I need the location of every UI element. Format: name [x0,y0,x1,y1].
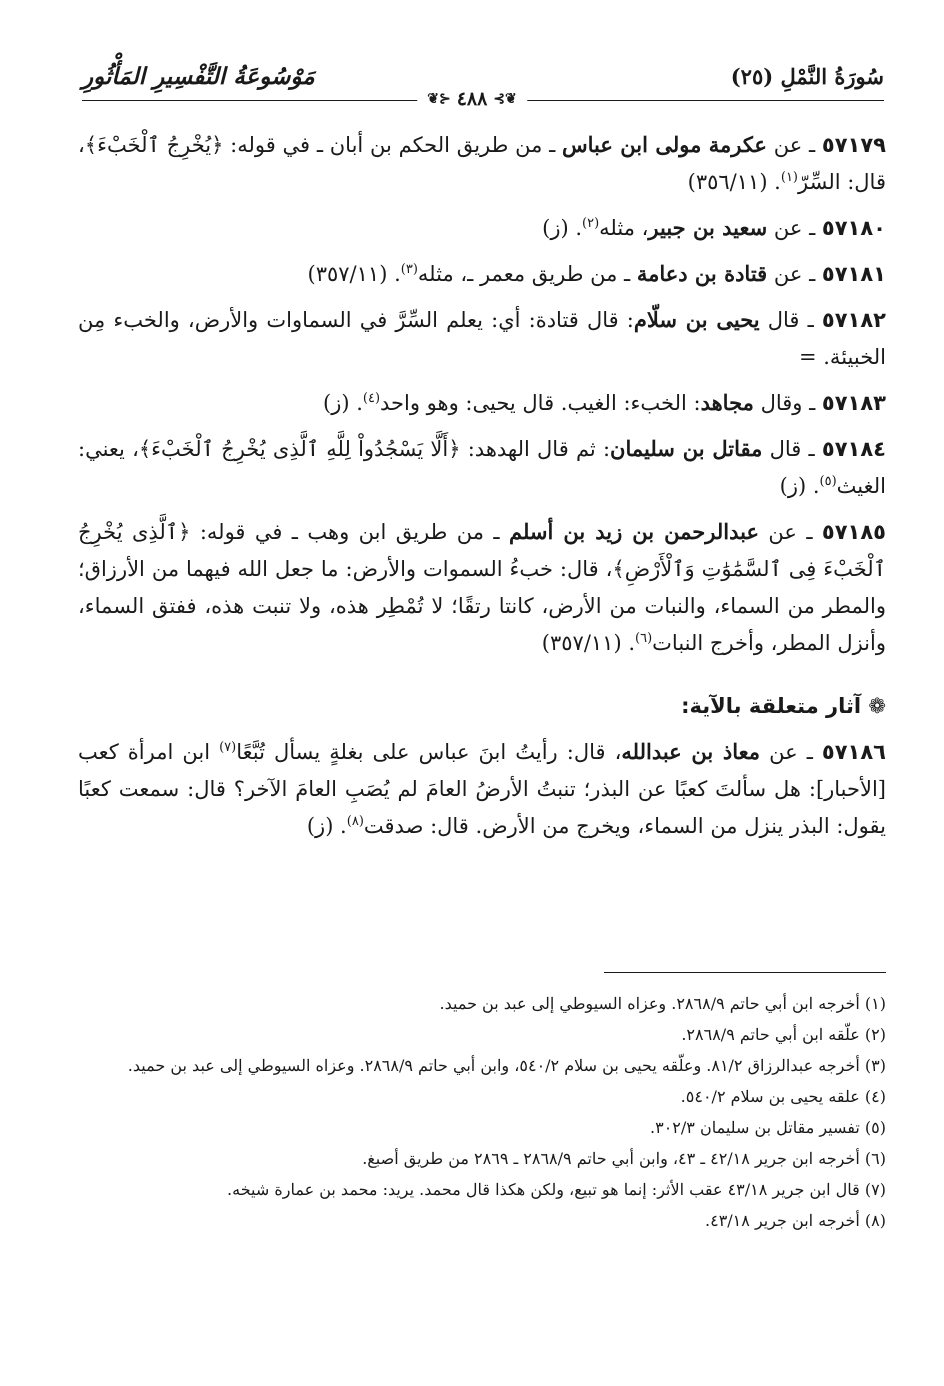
book-title: مَوْسُوعَةُ التَّفْسِيرِ المَأْثُورِ [82,62,315,90]
footnote: (٤) علقه يحيى بن سلام ٥٤٠/٢. [680,1087,886,1106]
footnote-separator [604,972,886,973]
footnote: (٣) أخرجه عبدالرزاق ٨١/٢. وعلّقه يحيى بن سلام ٥٤٠/٢، وابن أبي حاتم ٢٨٦٨/٩. وعزاه السيوطي إلى عبد بن حميد. [127,1056,886,1075]
footnote-ref: (٦) [635,631,653,646]
entry-number: ٥٧١٨٥ [821,520,886,544]
athar-entry: ٥٧١٨٠ ـ عن سعيد بن جبير، مثله$^{(٢)}$. (ز) [542,215,886,240]
footnote-ref: (٢) [582,216,600,231]
footnote-ref: (٧) [219,740,237,755]
footnote: (٦) أخرجه ابن جرير ٤٢/١٨ ـ ٤٣، وابن أبي حاتم ٢٨٦٨/٩ ـ ٢٨٦٩ من طريق أصبغ. [362,1149,886,1168]
footnote: (١) أخرجه ابن أبي حاتم ٢٨٦٨/٩. وعزاه السيوطي إلى عبد بن حميد. [439,994,886,1013]
footnote: (٥) تفسير مقاتل بن سليمان ٣٠٢/٣. [650,1118,886,1137]
athar-entry: ٥٧١٨٤ ـ قال مقاتل بن سليمان: ثم قال الهدهد: ﴿أَلَّا يَسْجُدُواْ لِلَّهِ ٱلَّذِى يُخْرِجُ ٱلْخَبْءَ﴾، يعني: الغيث$^{(٥)}$. (ز) [78,436,886,498]
athar-entry: ٥٧١٨١ ـ عن قتادة بن دعامة ـ من طريق معمر ـ، مثله$^{(٣)}$. (٣٥٧/١١) [307,261,886,286]
narrator: مقاتل بن سليمان [610,436,763,461]
athar-entry: ٥٧١٨٥ ـ عن عبدالرحمن بن زيد بن أسلم ـ من طريق ابن وهب ـ في قوله: ﴿ٱلَّذِى يُخْرِجُ ٱلْخَبْءَ فِى ٱلسَّمَٰوَٰتِ وَٱلْأَرْضِ﴾، قال: خبءُ السموات والأرض: ما جعل الله فيهما من الأرزاق؛ والمطر من السماء، والنبات من الأرض، كانتا رتقًا؛ لا تُمْطِر هذه، ولا تنبت هذه، ففتق السماء، وأنزل المطر، وأخرج النبات$^{(٦)}$. (٣٥٧/١١) [78,519,886,655]
entry-number: ٥٧١٨٦ [821,740,886,764]
surah-title: سُورَةُ النَّمْلِ (٢٥) [730,63,884,89]
footnote: (٧) قال ابن جرير ٤٣/١٨ عقب الأثر: إنما هو تبيع، ولكن هكذا قال محمد. يريد: محمد بن عمارة شيخه. [227,1180,886,1199]
entry-number: ٥٧١٨٠ [821,216,886,240]
narrator: عكرمة مولى ابن عباس [562,132,767,157]
athar-entry: ٥٧١٨٣ ـ وقال مجاهد: الخبء: الغيب. قال يحيى: وهو واحد$^{(٤)}$. (ز) [323,390,886,415]
footnote: (٨) أخرجه ابن جرير ٤٣/١٨. [705,1211,886,1230]
footnote: (٢) علّقه ابن أبي حاتم ٢٨٦٨/٩. [681,1025,886,1044]
athar-entry: ٥٧١٨٦ ـ عن معاذ بن عبدالله، قال: رأيتُ ابنَ عباس على بغلةٍ يسأل تُبَّعًا$^{(٧)}$ ابن امرأة كعب [الأحبار]: هل سألتَ كعبًا عن البذر؛ تنبتُ الأرضُ العامَ لم يُصَبِ العامَ الآخر؟ قال: سمعت كعبًا يقول: البذر ينزل من السماء، ويخرج من الأرض. قال: صدقت$^{(٨)}$. (ز) [78,739,886,838]
entry-number: ٥٧١٨٤ [821,437,886,461]
footnote-ref: (٥) [819,474,837,489]
narrator: عبدالرحمن بن زيد بن أسلم [508,519,759,544]
ornament-left-icon: ⊰❦ [427,91,451,107]
narrator: سعيد بن جبير [648,215,768,240]
narrator: معاذ بن عبدالله [621,739,761,764]
athar-entry: ٥٧١٨٢ ـ قال يحيى بن سلّام: قال قتادة: أي: يعلم السِّرَّ في السماوات والأرض، والخبء مِن الخبيئة. = [78,307,886,369]
main-text [78,126,886,853]
entry-number: ٥٧١٨١ [821,262,886,286]
narrator: مجاهد [700,390,754,415]
footnote-ref: (٨) [346,814,364,829]
page-number-box [417,88,527,110]
athar-entry: ٥٧١٧٩ ـ عن عكرمة مولى ابن عباس ـ من طريق الحكم بن أبان ـ في قوله: ﴿يُخْرِجُ ٱلْخَبْءَ﴾، قال: السِّرّ$^{(١)}$. (٣٥٦/١١) [78,132,886,194]
entry-number: ٥٧١٧٩ [821,133,886,157]
footnote-ref: (٤) [362,391,381,406]
page-number: ٤٨٨ [456,88,488,110]
section-heading: ❁ آثار متعلقة بالآية: [681,694,886,718]
ornament-right-icon: ❦⊱ [493,91,517,107]
narrator: قتادة بن دعامة [636,261,768,286]
footnote-ref: (١) [780,170,798,185]
entry-number: ٥٧١٨٢ [821,308,886,332]
narrator: يحيى بن سلّام [633,307,760,332]
footnote-ref: (٣) [400,262,418,277]
entry-number: ٥٧١٨٣ [821,391,886,415]
footnotes [74,988,886,1236]
